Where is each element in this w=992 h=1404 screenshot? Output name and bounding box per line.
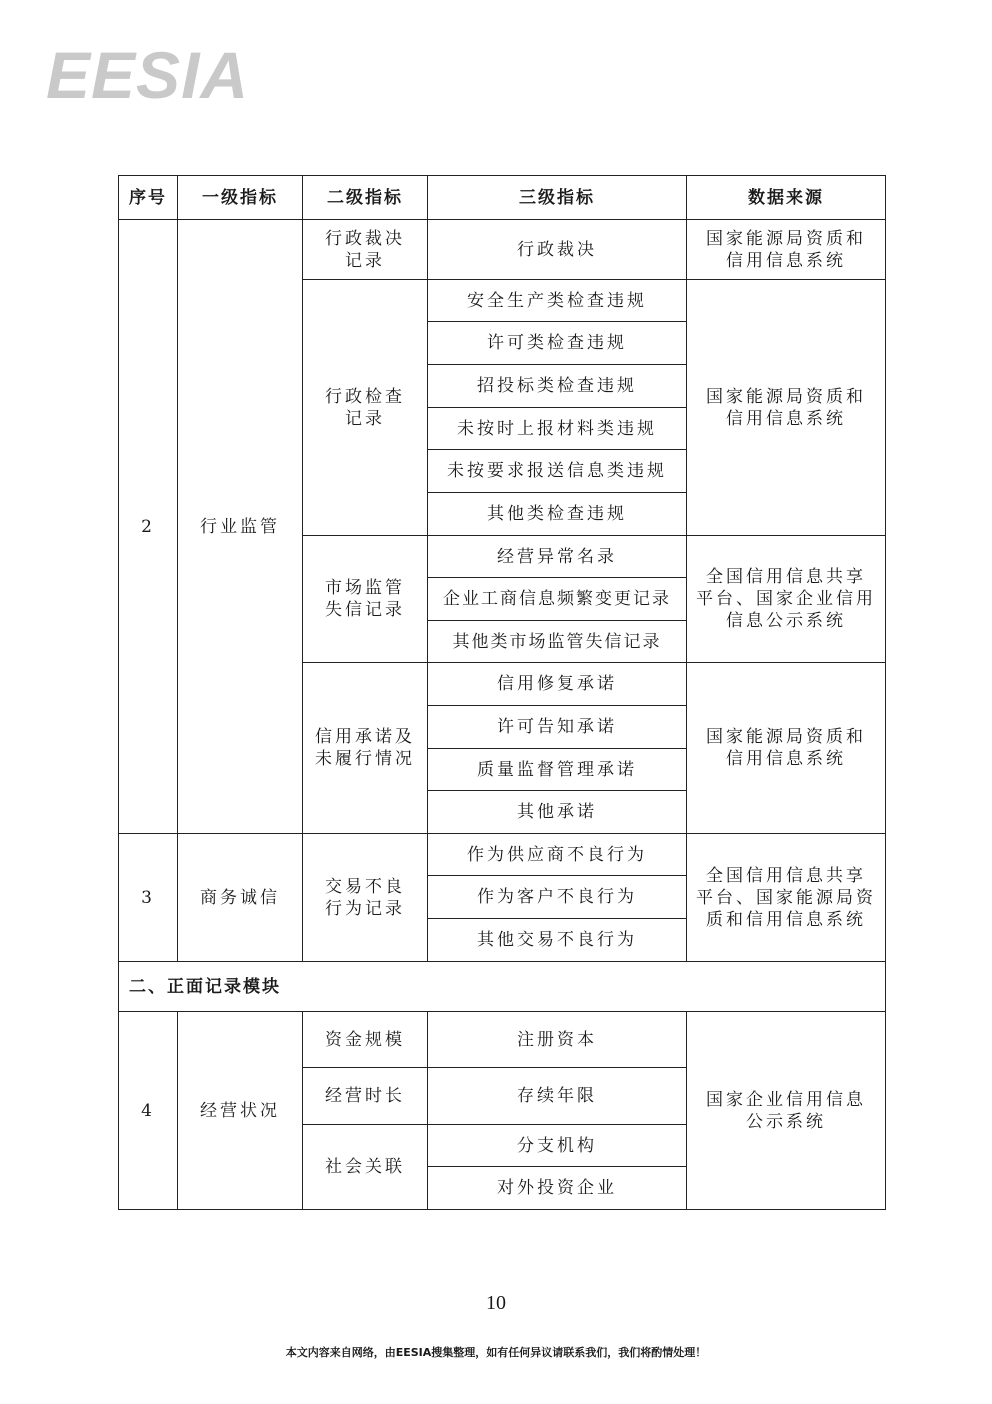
table-row [119,834,886,876]
row-number: 4 [119,1012,178,1210]
level2-cell: 市场监管 失信记录 [303,536,428,663]
row-number: 2 [119,220,178,834]
section-heading: 二、正面记录模块 [119,962,886,1012]
footer-notice: 本文内容来自网络，由EESIA搜集整理，如有任何异议请联系我们，我们将酌情处理！ [285,1346,707,1359]
header-source: 数据来源 [687,176,886,220]
source-cell: 国家能源局资质和 信用信息系统 [687,220,886,280]
header-level3: 三级指标 [428,176,687,220]
level3-cell: 对外投资企业 [428,1167,687,1210]
level3-cell: 行政裁决 [428,220,687,280]
level3-cell: 经营异常名录 [428,536,687,578]
level3-cell: 注册资本 [428,1012,687,1068]
table-header-row [119,176,886,220]
level3-cell: 其他承诺 [428,791,687,834]
level3-cell: 招投标类检查违规 [428,365,687,408]
row-number: 3 [119,834,178,962]
section-row [119,962,886,1012]
source-cell: 国家能源局资质和 信用信息系统 [687,663,886,834]
level3-cell: 未按要求报送信息类违规 [428,450,687,493]
level2-cell: 社会关联 [303,1125,428,1210]
header-no: 序号 [119,176,178,220]
level3-cell: 许可类检查违规 [428,322,687,365]
level3-cell: 质量监督管理承诺 [428,749,687,791]
level3-cell: 信用修复承诺 [428,663,687,706]
level3-cell: 安全生产类检查违规 [428,280,687,322]
level3-cell: 存续年限 [428,1068,687,1125]
indicator-table [118,175,886,1210]
level1-cell: 商务诚信 [178,834,303,962]
level2-cell: 信用承诺及 未履行情况 [303,663,428,834]
level3-cell: 其他类市场监管失信记录 [428,621,687,663]
level1-cell: 经营状况 [178,1012,303,1210]
page-number: 10 [486,1292,506,1314]
level3-cell: 其他交易不良行为 [428,919,687,962]
source-cell: 全国信用信息共享 平台、国家企业信用 信息公示系统 [687,536,886,663]
level3-cell: 作为供应商不良行为 [428,834,687,876]
source-cell: 全国信用信息共享 平台、国家能源局资 质和信用信息系统 [687,834,886,962]
level3-cell: 其他类检查违规 [428,493,687,536]
level2-cell: 交易不良 行为记录 [303,834,428,962]
level3-cell: 未按时上报材料类违规 [428,408,687,450]
header-level2: 二级指标 [303,176,428,220]
level2-cell: 行政检查 记录 [303,280,428,536]
level3-cell: 企业工商信息频繁变更记录 [428,578,687,621]
level2-cell: 经营时长 [303,1068,428,1125]
eesia-logo: EESIA [46,38,250,112]
source-cell: 国家能源局资质和 信用信息系统 [687,280,886,536]
source-cell: 国家企业信用信息 公示系统 [687,1012,886,1210]
table-row [119,1012,886,1068]
level2-cell: 资金规模 [303,1012,428,1068]
level3-cell: 许可告知承诺 [428,706,687,749]
header-level1: 一级指标 [178,176,303,220]
level1-cell: 行业监管 [178,220,303,834]
level3-cell: 分支机构 [428,1125,687,1167]
table-row [119,220,886,280]
level2-cell: 行政裁决 记录 [303,220,428,280]
level3-cell: 作为客户不良行为 [428,876,687,919]
